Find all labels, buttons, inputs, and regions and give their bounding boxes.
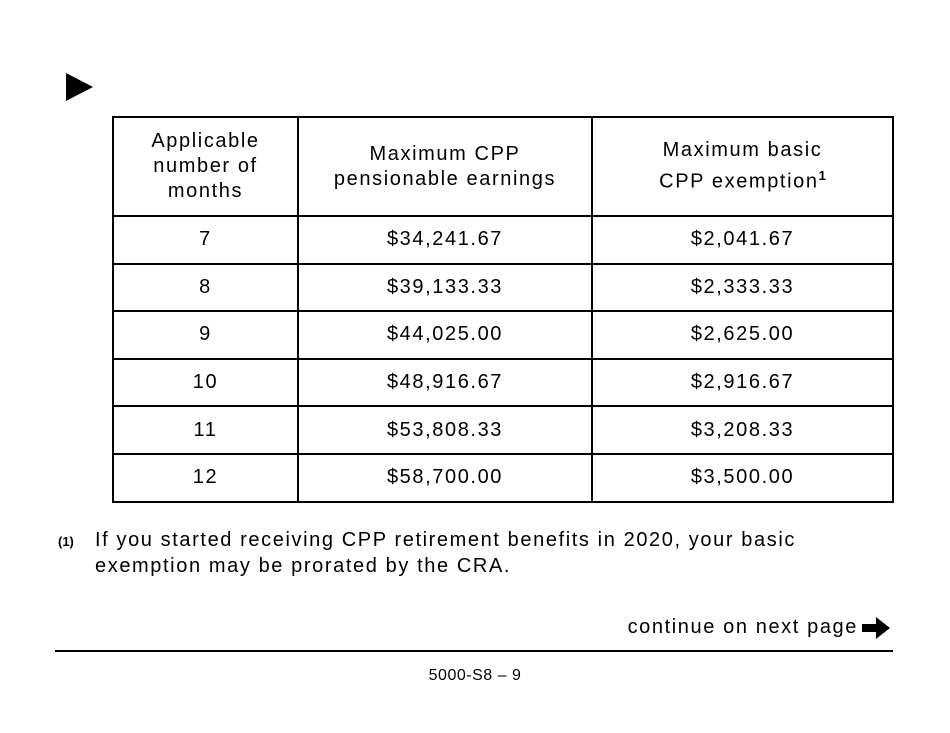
months-cell: 7 (113, 216, 298, 264)
earnings-cell: $44,025.00 (298, 311, 592, 359)
earnings-cell: $48,916.67 (298, 359, 592, 407)
footnote-number: (1) (58, 534, 74, 549)
earnings-cell: $39,133.33 (298, 264, 592, 312)
exemption-cell: $3,208.33 (592, 406, 893, 454)
exemption-cell: $2,333.33 (592, 264, 893, 312)
header-earnings (298, 117, 592, 216)
header-exemption (592, 117, 893, 216)
header-line: Applicable (151, 130, 260, 152)
page-number: 5000-S8 – 9 (428, 667, 522, 684)
header-line: number of (153, 155, 258, 177)
table-row (113, 311, 893, 359)
table-header-row (113, 117, 893, 216)
earnings-cell: $58,700.00 (298, 454, 592, 502)
footnote-text: If you started receiving CPP retirement benefits in 2020, your basic exemption may be prorated by the CRA. (95, 529, 796, 577)
footnote-ref: 1 (818, 168, 826, 184)
months-cell: 12 (113, 454, 298, 502)
months-cell: 8 (113, 264, 298, 312)
header-months (113, 117, 298, 216)
earnings-cell: $34,241.67 (298, 216, 592, 264)
header-line: Maximum basic (662, 139, 823, 162)
exemption-cell: $2,916.67 (592, 359, 893, 407)
continue-label: continue on next page (627, 616, 858, 638)
arrow-right-icon (862, 617, 890, 639)
table-row (113, 406, 893, 454)
earnings-cell: $53,808.33 (298, 406, 592, 454)
exemption-cell: $3,500.00 (592, 454, 893, 502)
header-line: months (167, 180, 244, 202)
table-row (113, 216, 893, 264)
cpp-table (112, 116, 894, 503)
table-row (113, 264, 893, 312)
divider (55, 650, 893, 652)
header-line: pensionable earnings (333, 167, 557, 190)
table-row (113, 359, 893, 407)
footnote (58, 527, 895, 579)
header-line: Maximum CPP (369, 142, 521, 165)
header-line: CPP exemption (659, 170, 819, 193)
months-cell: 9 (113, 311, 298, 359)
exemption-cell: $2,625.00 (592, 311, 893, 359)
exemption-cell: $2,041.67 (592, 216, 893, 264)
table-row (113, 454, 893, 502)
months-cell: 10 (113, 359, 298, 407)
continue-note (628, 616, 890, 639)
section-marker-triangle-icon (66, 73, 93, 101)
months-cell: 11 (113, 406, 298, 454)
